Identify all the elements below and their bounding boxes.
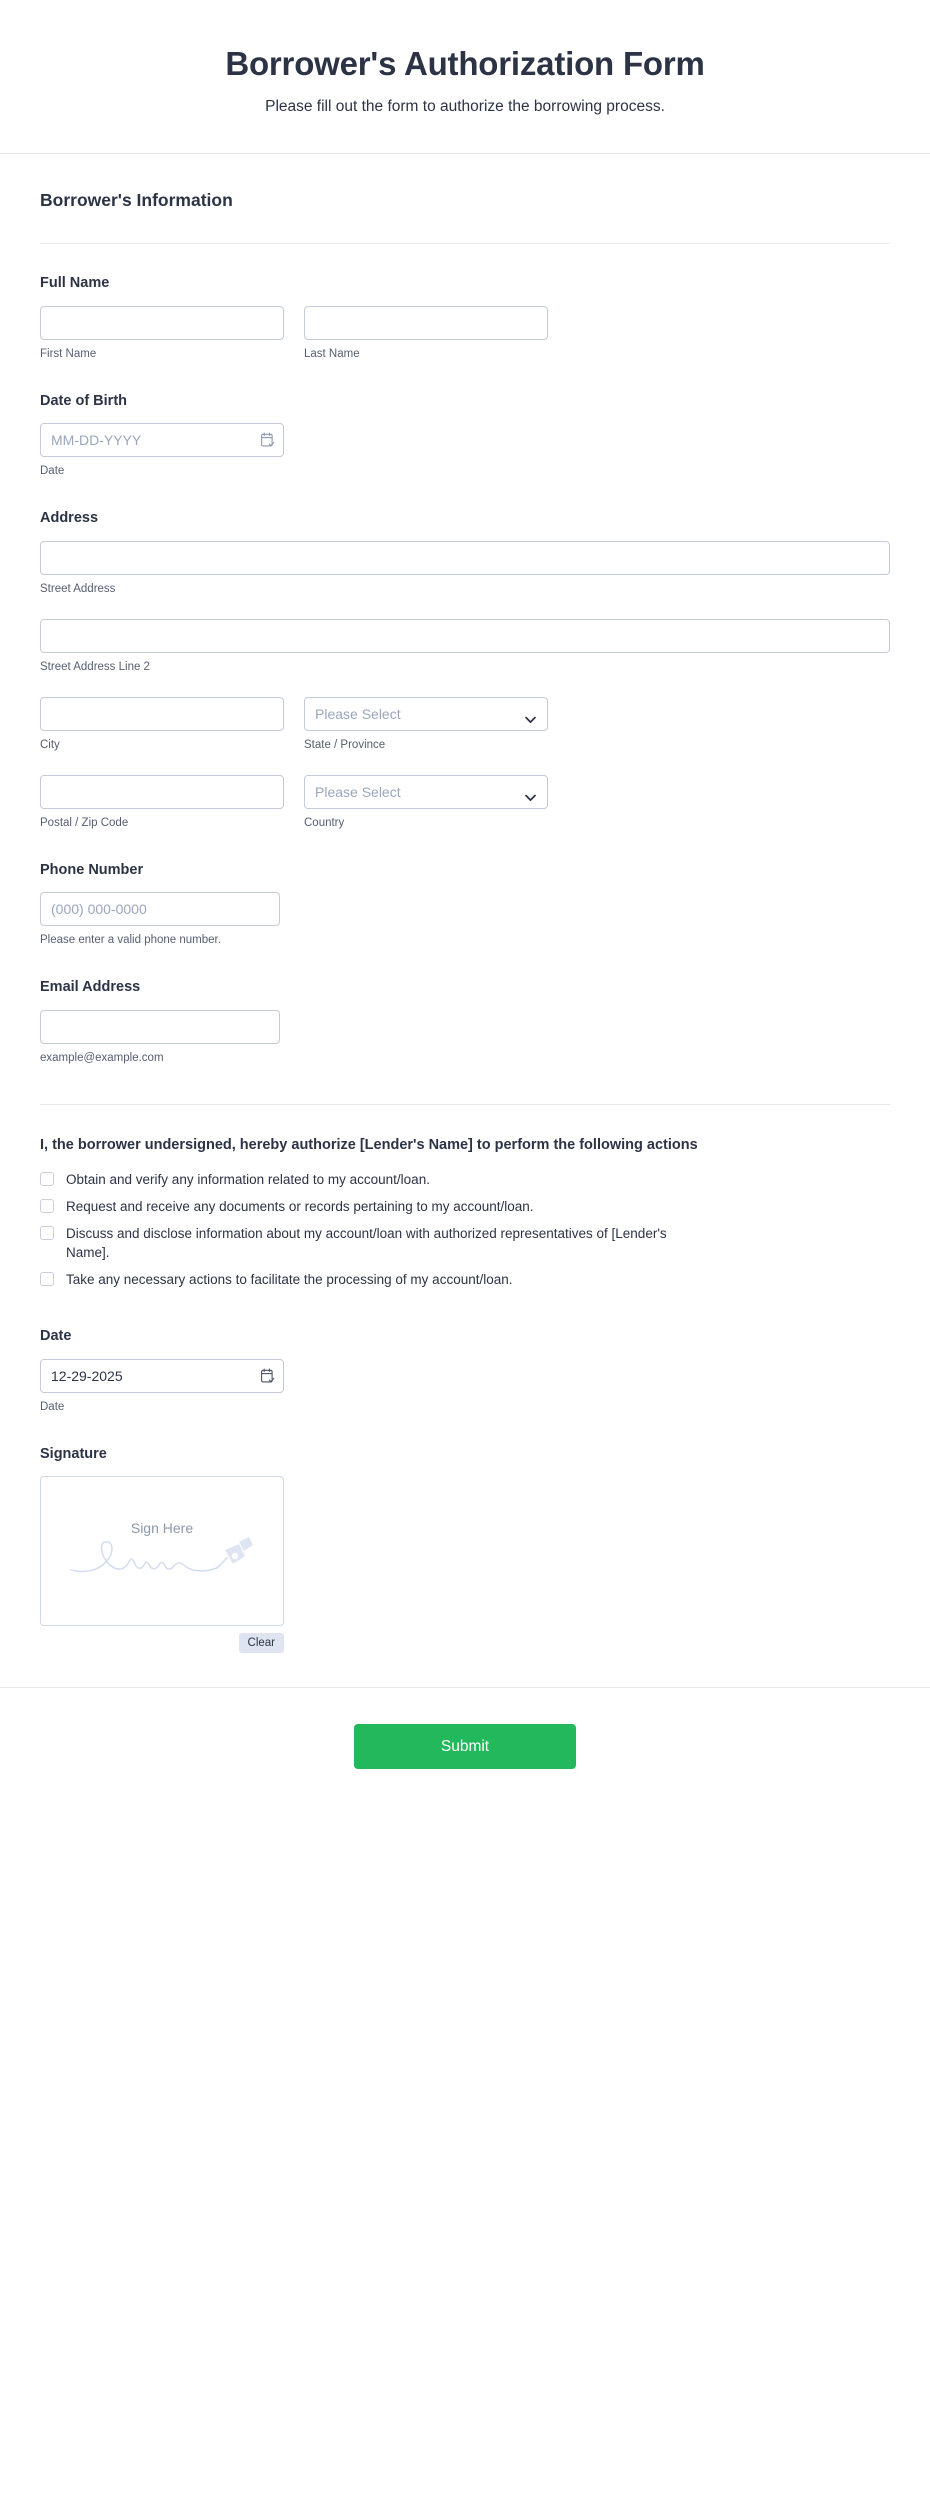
authorization-option-4[interactable]: [40, 1270, 890, 1289]
authorization-checkbox-3[interactable]: [40, 1226, 54, 1240]
authorization-checkbox-2[interactable]: [40, 1199, 54, 1213]
postal-group: [40, 775, 284, 831]
signature-label: Signature: [40, 1445, 107, 1462]
street-address-line-2-input[interactable]: [40, 619, 890, 653]
city-input[interactable]: [40, 697, 284, 731]
field-phone-number: [40, 831, 890, 949]
signing-date-label: Date: [40, 1328, 72, 1345]
phone-number-sub-label: Please enter a valid phone number.: [40, 934, 221, 947]
city-group: [40, 697, 284, 753]
street-address-input[interactable]: [40, 541, 890, 575]
form-body: [0, 154, 930, 1653]
country-select-wrapper: [304, 775, 548, 809]
state-group: [304, 697, 548, 753]
email-address-sub-label: example@example.com: [40, 1051, 164, 1064]
field-signing-date: [40, 1297, 890, 1415]
authorization-checkbox-1[interactable]: [40, 1172, 54, 1186]
city-sub-label: City: [40, 738, 60, 751]
postal-code-input[interactable]: [40, 775, 284, 809]
street-address-group: [40, 541, 890, 597]
postal-country-row: [40, 775, 890, 831]
authorization-option-2[interactable]: [40, 1197, 890, 1216]
signing-date-wrapper: [40, 1359, 284, 1393]
field-email-address: [40, 948, 890, 1066]
signature-clear-row: [40, 1633, 284, 1653]
phone-number-label: Phone Number: [40, 861, 144, 878]
state-select[interactable]: [304, 697, 548, 731]
authorization-option-1[interactable]: [40, 1170, 890, 1189]
date-of-birth-input[interactable]: [40, 423, 284, 457]
authorization-option-3[interactable]: [40, 1224, 890, 1262]
form-footer: [0, 1687, 930, 1813]
signature-placeholder: [41, 1520, 283, 1582]
full-name-row: [40, 306, 890, 362]
field-address: [40, 479, 890, 830]
country-group: [304, 775, 548, 831]
page-title: Borrower's Authorization Form: [225, 45, 705, 82]
authorization-statement: I, the borrower undersigned, hereby authorize [Lender's Name] to perform the following actions: [40, 1136, 698, 1153]
authorization-label-4: Take any necessary actions to facilitate the processing of my account/loan.: [66, 1272, 513, 1288]
street-address-line-2-sub-label: Street Address Line 2: [40, 660, 150, 673]
phone-number-input[interactable]: [40, 892, 280, 926]
clear-signature-button[interactable]: Clear: [239, 1633, 284, 1653]
authorization-checkbox-4[interactable]: [40, 1272, 54, 1286]
field-full-name: [40, 244, 890, 362]
postal-code-sub-label: Postal / Zip Code: [40, 816, 129, 829]
field-signature: [40, 1415, 890, 1654]
last-name-sub-label: Last Name: [304, 347, 360, 360]
date-of-birth-label: Date of Birth: [40, 392, 127, 409]
authorization-label-3: Discuss and disclose information about my account/loan with authorized representatives of [Lender's Name].: [66, 1225, 667, 1261]
email-address-label: Email Address: [40, 979, 141, 996]
last-name-group: [304, 306, 548, 362]
signing-date-input[interactable]: [40, 1359, 284, 1393]
date-of-birth-wrapper: [40, 423, 284, 457]
field-date-of-birth: [40, 362, 890, 480]
state-sub-label: State / Province: [304, 738, 386, 751]
country-sub-label: Country: [304, 816, 345, 829]
signature-pad[interactable]: [40, 1476, 284, 1626]
date-of-birth-sub-label: Date: [40, 465, 65, 478]
city-state-row: [40, 697, 890, 753]
country-select[interactable]: [304, 775, 548, 809]
authorization-label-1: Obtain and verify any information related to my account/loan.: [66, 1171, 430, 1187]
state-select-wrapper: [304, 697, 548, 731]
submit-button[interactable]: Submit: [354, 1724, 576, 1769]
street-address-sub-label: Street Address: [40, 582, 116, 595]
section-heading-borrower-information: Borrower's Information: [40, 190, 233, 211]
first-name-sub-label: First Name: [40, 347, 97, 360]
form-header: [0, 0, 930, 154]
signature-placeholder-text: Sign Here: [130, 1520, 194, 1537]
street-address-line-2-group: [40, 619, 890, 675]
signing-date-sub-label: Date: [40, 1400, 65, 1413]
address-label: Address: [40, 510, 99, 527]
field-authorization: [40, 1105, 890, 1290]
first-name-input[interactable]: [40, 306, 284, 340]
last-name-input[interactable]: [304, 306, 548, 340]
email-address-input[interactable]: [40, 1010, 280, 1044]
full-name-label: Full Name: [40, 275, 110, 292]
page-subtitle: Please fill out the form to authorize the borrowing process.: [265, 97, 665, 115]
authorization-label-2: Request and receive any documents or records pertaining to my account/loan.: [66, 1198, 534, 1214]
first-name-group: [40, 306, 284, 362]
